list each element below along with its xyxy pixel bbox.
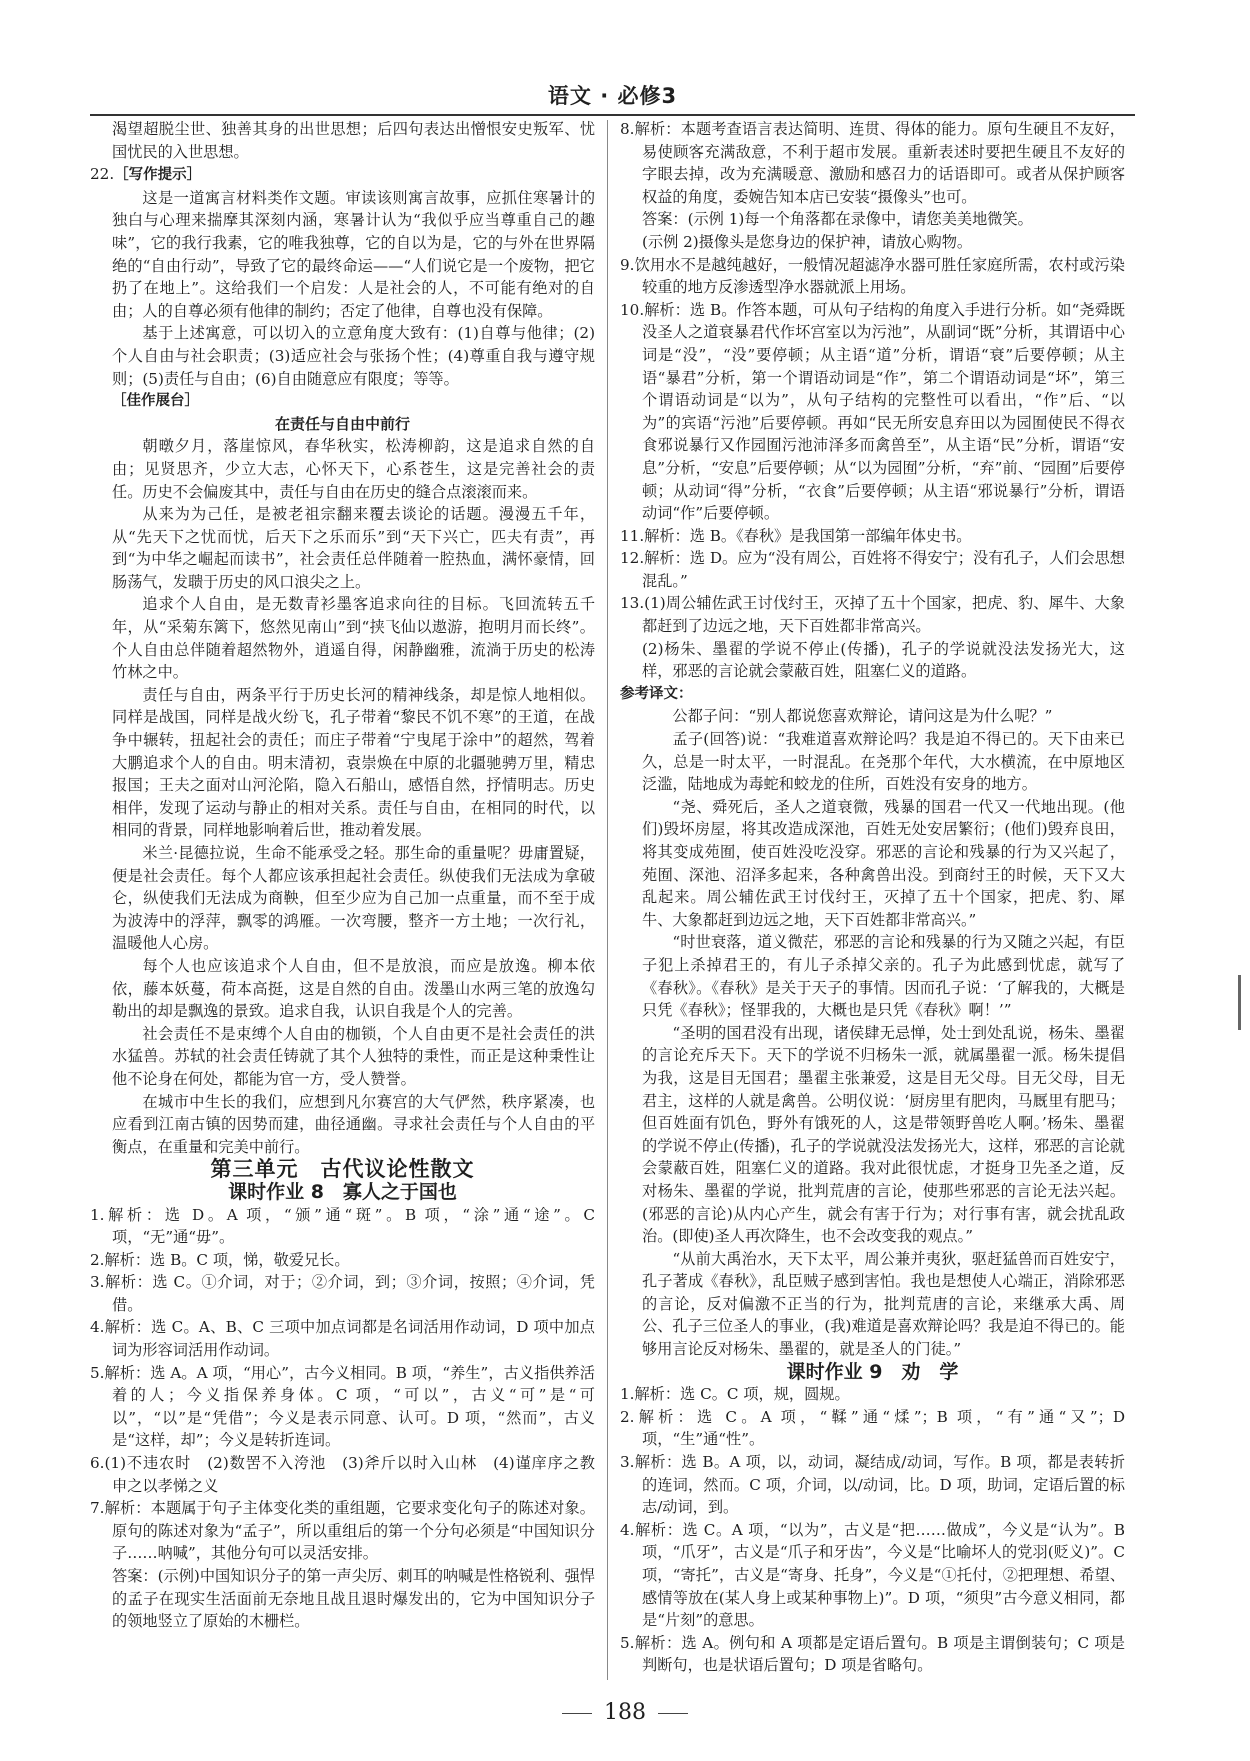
- answer-item: 5.解析：选 A。A 项，“用心”，古今义相同。B 项，“养生”，古义指供养活着的人；今义指保养身体。C 项，“可以”，古义“可”是“可以”，“以”是“凭借”；今义是表示同意、认可。D 项，“然而”，古义是“这样，却”；今义是转折连词。: [90, 1363, 595, 1450]
- column-divider: [607, 120, 608, 1680]
- essay-paragraph: 社会责任不是束缚个人自由的枷锁，个人自由更不是社会责任的洪水猛兽。苏轼的社会责任铸就了其个人独特的秉性，而正是这种秉性让他不论身在何处，都能为官一方，受人赞誉。: [112, 1024, 595, 1088]
- translation-paragraph: “尧、舜死后，圣人之道衰微，残暴的国君一代又一代地出现。(他们)毁坏房屋，将其改造成深池，百姓无处安居繁衍；(他们)毁弃良田，将其变成苑囿，使百姓没吃没穿。邪恶的言论和残暴的行为又兴起了，苑囿、深池、沼泽多起来，各种禽兽出没。到商纣王的时候，天下又大乱起来。周公辅佐武王讨伐纣王，灭掉了五十个国家，把虎、豹、犀牛、大象都赶到边远之地，天下百姓都非常高兴。”: [642, 797, 1125, 929]
- answer-number: 22.: [90, 165, 115, 184]
- answer-item: 1.解析：选 D。A 项，“颁”通“斑”。B 项，“涂”通“途”。C 项，“无”通“毋”。: [90, 1205, 595, 1247]
- answer-item: 3.解析：选 C。①介词，对于；②介词，到；③介词，按照；④介词，凭借。: [90, 1273, 595, 1314]
- writing-tip-label: ［写作提示］: [114, 167, 202, 184]
- header-title: 语文 · 必修3: [547, 84, 678, 108]
- answer-item: 10.解析：选 B。作答本题，可从句子结构的角度入手进行分析。如“尧舜既没圣人之道衰暴君代作坏宫室以为污池”，从副词“既”分析，其谓语中心词是“没”，“没”要停顿；从主语“道”分析，谓语“衰”后要停顿；从主语“暴君”分析，第一个谓语动词是“作”，第二个谓语动词是“坏”，第三个谓语动词是“以为”，从句子结构的完整性可以看出，“作”后、“以为”的宾语“污池”后要停顿。再如“民无所安息弃田以为园囿使民不得衣食邪说暴行又作园囿污池沛泽多而禽兽至”，从主语“民”分析，谓语“安息”分析，“安息”后要停顿；从“以为园囿”分析，“弃”前、“园囿”后要停顿；从动词“得”分析，“衣食”后要停顿；从主语“邪说暴行”分析，谓语动词“作”后要停顿。: [620, 300, 1125, 523]
- essay-paragraph: 责任与自由，两条平行于历史长河的精神线条，却是惊人地相似。同样是战国，同样是战火纷飞，孔子带着“黎民不饥不寒”的王道，在战争中辗转，扭起社会的责任；而庄子带着“宁曳尾于涂中”的超然，驾着大鹏追求个人的自由。明末清初，袁崇焕在中原的北疆驰骋万里，精忠报国；王夫之面对山河沦陷，隐入石船山，感悟自然，抒情明志。历史相伴，发现了运动与静止的相对关系。责任与自由，在相同的时代，以相同的背景，同样地影响着后世，推动着发展。: [112, 685, 595, 840]
- left-column: [90, 118, 611, 1693]
- page-number: 188: [604, 1700, 646, 1725]
- answer-item-continued: (2)杨朱、墨翟的学说不停止(传播)，孔子的学说就没法发扬光大，这样，邪恶的言论就会蒙蔽百姓，阻塞仁义的道路。: [642, 639, 1125, 681]
- answer-item: 11.解析：选 B。《春秋》是我国第一部编年体史书。: [620, 526, 972, 545]
- answer-item: 2.解析：选 C。A 项，“鞣”通“煣”；B 项，“有”通“又”；D 项，“生”通“性”。: [620, 1407, 1125, 1449]
- translation-paragraph: “从前大禹治水，天下太平，周公兼并夷狄，驱赶猛兽而百姓安宁，孔子著成《春秋》，乱臣贼子感到害怕。我也是想使人心端正，消除邪恶的言论，反对偏激不正当的行为，批判荒唐的言论，来继承大禹、周公、孔子三位圣人的事业，(我)难道是喜欢辩论吗？我是迫不得已的。能够用言论反对杨朱、墨翟的，就是圣人的门徒。”: [642, 1249, 1125, 1359]
- answer-item: 3.解析：选 B。A 项，以，动词，凝结成/动词，写作。B 项，都是表转折的连词，然而。C 项，介词，以/动词，比。D 项，助词，定语后置的标志/动词，到。: [620, 1453, 1125, 1517]
- answer-sample: 答案：(示例)中国知识分子的第一声尖厉、刺耳的呐喊是性格锐利、强悍的孟子在现实生活面前无奈地且战且退时爆发出的，它为中国知识分子的领地竖立了原始的木栅栏。: [112, 1567, 595, 1631]
- sample-essay-label: ［佳作展台］: [112, 393, 199, 410]
- page-footer: [0, 1700, 1250, 1725]
- footer-dash: [658, 1713, 688, 1714]
- essay-title: 在责任与自由中前行: [274, 414, 410, 433]
- answer-item: 12.解析：选 D。应为“没有周公，百姓将不得安宁；没有孔子，人们会思想混乱。”: [620, 549, 1125, 590]
- essay-paragraph: 米兰·昆德拉说，生命不能承受之轻。那生命的重量呢？毋庸置疑，便是社会责任。每个人都应该承担起社会责任。纵使我们无法成为拿破仑，纵使我们无法成为商鞅，但至少应为自己加一点重量，而不至于成为波涛中的浮萍，飘零的鸿雁。一次弯腰，整齐一方土地；一次行礼，温暖他人心房。: [112, 844, 595, 953]
- answer-sample: 答案：(示例 1)每一个角落都在录像中，请您美美地微笑。: [642, 210, 1033, 229]
- answer-item: 1.解析：选 C。C 项，规，圆规。: [620, 1385, 850, 1404]
- answer-item: 4.解析：选 C。A 项，“以为”，古义是“把……做成”，今义是“认为”。B 项，“爪牙”，古义是“爪子和牙齿”，今义是“比喻坏人的党羽(贬义)”。C 项，“寄托”，古义是“寄身、托身”，今义是“①托付，②把理想、希望、感情等放在(某人身上或某种事物上)”。D 项，“须臾”古今意义相同，都是“片刻”的意思。: [620, 1520, 1125, 1630]
- essay-paragraph: 在城市中生长的我们，应想到凡尔赛宫的大气俨然，秩序紧凑，也应看到江南古镇的因势而建，曲径通幽。寻求社会责任与个人自由的平衡点，在重量和完美中前行。: [112, 1092, 595, 1156]
- answer-item: 2.解析：选 B。C 项，悌，敬爱兄长。: [90, 1250, 350, 1269]
- translation-paragraph: 孟子(回答)说：“我难道喜欢辩论吗？我是迫不得已的。天下由来已久，总是一时太平，一时混乱。在尧那个年代，大水横流，在中原地区泛滥，陆地成为毒蛇和蛟龙的住所，百姓没有安身的地方。: [642, 730, 1125, 794]
- translation-paragraph: 公都子问：“别人都说您喜欢辩论，请问这是为什么呢？”: [672, 707, 1053, 726]
- answer-item: 9.饮用水不是越纯越好，一般情况超滤净水器可胜任家庭所需，农村或污染较重的地方反渗透型净水器就派上用场。: [620, 255, 1125, 297]
- footer-dash: [562, 1713, 592, 1714]
- right-column: [620, 118, 1125, 1693]
- writing-tip-paragraph: 基于上述寓意，可以切入的立意角度大致有：(1)自尊与他律；(2)个人自由与社会职责；(3)适应社会与张扬个性；(4)尊重自我与遵守规则；(5)责任与自由；(6)自由随意应有限度；等等。: [112, 324, 595, 388]
- answer-item: 7.解析：本题属于句子主体变化类的重组题，它要求变化句子的陈述对象。原句的陈述对象为“孟子”，所以重组后的第一个分句必须是“中国知识分子……呐喊”，其他分句可以灵活安排。: [90, 1499, 595, 1563]
- essay-paragraph: 朝暾夕月，落崖惊风，春华秋实，松涛柳韵，这是追求自然的自由；见贤思齐，少立大志，心怀天下，心系苍生，这是完善社会的责任。历史不会偏废其中，责任与自由在历史的缝合点滚滚而来。: [112, 437, 595, 501]
- translation-paragraph: “圣明的国君没有出现，诸侯肆无忌惮，处士到处乱说，杨朱、墨翟的言论充斥天下。天下的学说不归杨朱一派，就属墨翟一派。杨朱提倡为我，这是目无国君；墨翟主张兼爱，这是目无父母。目无父母，目无君主，这样的人就是禽兽。公明仪说：‘厨房里有肥肉，马厩里有肥马；但百姓面有饥色，野外有饿死的人，这是带领野兽吃人啊。’杨朱、墨翟的学说不停止(传播)，孔子的学说就没法发扬光大，这样，邪恶的言论就会蒙蔽百姓，阻塞仁义的道路。我对此很忧虑，才挺身卫先圣之道，反对杨朱、墨翟的学说，批判荒唐的言论，使那些邪恶的言论无法兴起。(邪恶的言论)从内心产生，就会有害于行为；对行事有害，就会扰乱政治。(即使)圣人再次降生，也不会改变我的观点。”: [642, 1023, 1125, 1246]
- unit-title: 第三单元 古代议论性散文: [210, 1157, 475, 1182]
- answer-item: 4.解析：选 C。A、B、C 三项中加点词都是名词活用作动词，D 项中加点词为形容词活用作动词。: [90, 1318, 595, 1360]
- essay-paragraph: 追求个人自由，是无数青衫墨客追求向往的目标。飞回流转五千年，从“采菊东篱下，悠然见南山”到“挟飞仙以遨游，抱明月而长终”。个人自由总伴随着超然物外，逍遥自得，闲静幽雅，流淌于历史的松涛竹林之中。: [112, 595, 595, 682]
- translation-paragraph: “时世衰落，道义微茫，邪恶的言论和残暴的行为又随之兴起，有臣子犯上杀掉君王的，有儿子杀掉父亲的。孔子为此感到忧虑，就写了《春秋》。《春秋》是关于天子的事情。因而孔子说：‘了解我的，大概是只凭《春秋》；怪罪我的，大概也是只凭《春秋》啊！’”: [642, 933, 1125, 1020]
- answer-item: 13.(1)周公辅佐武王讨伐纣王，灭掉了五十个国家，把虎、豹、犀牛、大象都赶到了边远之地，天下百姓都非常高兴。: [620, 594, 1125, 636]
- binding-mark: [1238, 975, 1241, 1030]
- answer-22-header: [90, 163, 595, 187]
- answer-item: 8.解析：本题考查语言表达简明、连贯、得体的能力。原句生硬且不友好，易使顾客充满敌意，不利于超市发展。重新表述时要把生硬且不友好的字眼去掉，改为充满暖意、激励和感召力的话语即可。或者从保护顾客权益的角度，委婉告知本店已安装“摄像头”也可。: [620, 120, 1125, 206]
- essay-paragraph: 每个人也应该追求个人自由，但不是放浪，而应是放逸。柳本依依，藤本妖蔓，荷本高挺，这是自然的自由。泼墨山水两三笔的放逸勾勒出的却是飘逸的景致。追求自我，认识自我是个人的完善。: [112, 956, 595, 1021]
- running-header: [90, 76, 1135, 116]
- answer-sample: (示例 2)摄像头是您身边的保护神，请放心购物。: [642, 232, 973, 251]
- answer-21-continued: 渴望超脱尘世、独善其身的出世思想；后四句表达出憎恨安史叛军、忧国忧民的入世思想。: [112, 120, 595, 161]
- writing-tip-paragraph: 这是一道寓言材料类作文题。审读该则寓言故事，应抓住寒暑计的独白与心理来揣摩其深刻内涵，寒暑计认为“我似乎应当尊重自己的趣味”，它的我行我素，它的唯我独尊，它的自以为是，它的与外在世界隔绝的“自由行动”，导致了它的最终命运——“人们说它是一个废物，把它扔了在地上”。这给我们一个启发：人是社会的人，不可能有绝对的自由；人的自尊必须有他律的制约；否定了他律，自尊也没有保障。: [112, 188, 595, 320]
- lesson-title: 课时作业 8 寡人之于国也: [228, 1180, 457, 1203]
- answer-item: 5.解析：选 A。例句和 A 项都是定语后置句。B 项是主谓倒装句；C 项是判断句，也是状语后置句；D 项是省略句。: [620, 1633, 1125, 1675]
- answer-item: 6.(1)不违农时 (2)数罟不入洿池 (3)斧斤以时入山林 (4)谨庠序之教 申之以孝悌之义: [90, 1454, 611, 1495]
- essay-paragraph: 从来为为己任，是被老祖宗翻来覆去谈论的话题。漫漫五千年，从“先天下之忧而忧，后天下之乐而乐”到“天下兴亡，匹夫有责”，再到“为中华之崛起而读书”，社会责任总伴随着一腔热血，满怀豪情，回肠荡气，发聩于历史的风口浪尖之上。: [112, 505, 595, 591]
- lesson-title: 课时作业 9 劝 学: [786, 1360, 959, 1383]
- translation-label: 参考译文：: [620, 685, 693, 702]
